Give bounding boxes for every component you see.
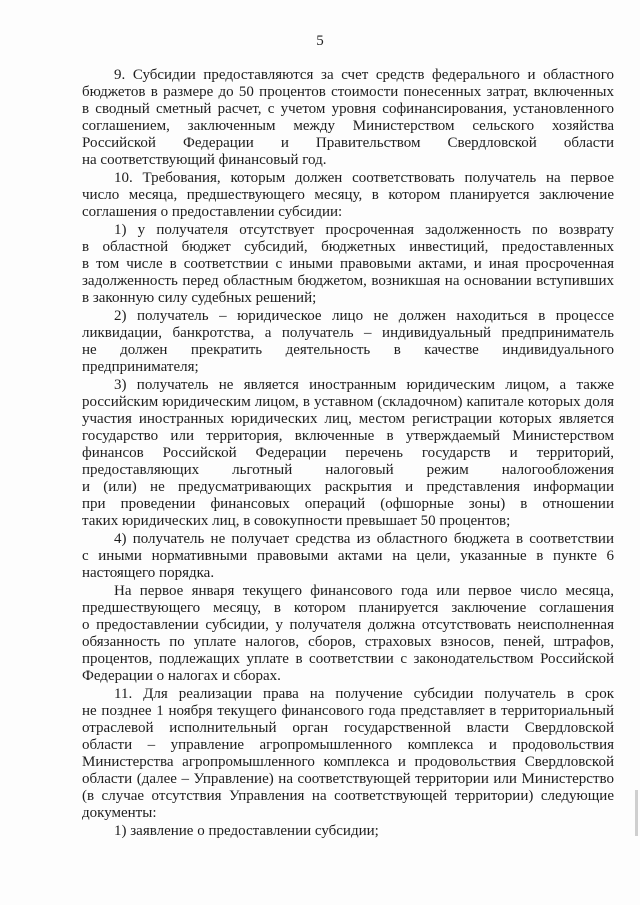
text-line: о предоставлении субсидии, у получателя должна отсутствовать неисполненная — [82, 617, 614, 633]
text-line: число месяца, предшествующего месяцу, в котором планируется заключение — [82, 187, 614, 203]
text-line: не позднее 1 ноября текущего финансового года представляет в территориальный — [82, 703, 614, 719]
text-line: с иными нормативными правовыми актами на цели, указанные в пункте 6 — [82, 548, 614, 564]
page-number: 5 — [316, 33, 324, 49]
text-line: предоставляющих льготный налоговый режим налогообложения — [82, 462, 614, 478]
text-line: в сводный сметный расчет, с учетом уровня софинансирования, установленного — [82, 101, 614, 117]
text-line: Федерации о налогах и сборах. — [82, 668, 281, 684]
text-line: Российской Федерации и Правительством Свердловской области — [82, 135, 614, 151]
text-line: процентов, подлежащих уплате в соответствии с законодательством Российской — [82, 651, 614, 667]
text-line: 1) у получателя отсутствует просроченная задолженность по возврату — [114, 222, 614, 238]
text-line: в том числе в соответствии с иными правовыми актами, и иная просроченная — [82, 256, 614, 272]
text-line: участия иностранных юридических лиц, местом регистрации которых является — [82, 411, 614, 427]
text-line: финансов Российской Федерации перечень государств и территорий, — [82, 445, 614, 461]
text-line: Министерства агропромышленного комплекса и продовольствия Свердловской — [82, 754, 614, 770]
scan-margin-mark — [635, 790, 638, 836]
text-line: бюджетов в размере до 50 процентов стоимости понесенных затрат, включенных — [82, 84, 614, 100]
text-line: отраслевой исполнительный орган государственной власти Свердловской — [82, 720, 614, 736]
text-line: ликвидации, банкротства, а получатель – индивидуальный предприниматель — [82, 325, 614, 341]
text-line: в областной бюджет субсидий, бюджетных инвестиций, предоставленных — [82, 239, 614, 255]
text-line: соглашения о предоставлении субсидии: — [82, 204, 343, 220]
text-line: (в случае отсутствия Управления на соответствующей территории) следующие — [82, 788, 614, 804]
text-line: 11. Для реализации права на получение субсидии получатель в срок — [114, 686, 614, 702]
text-line: области (далее – Управление) на соответствующей территории или Министерство — [82, 771, 614, 787]
text-line: настоящего порядка. — [82, 565, 215, 581]
text-line: документы: — [82, 805, 157, 821]
text-line: не должен прекратить деятельность в качестве индивидуального — [82, 342, 614, 358]
text-line: 3) получатель не является иностранным юридическим лицом, а также — [114, 377, 614, 393]
text-line: 10. Требования, которым должен соответствовать получатель на первое — [114, 170, 614, 186]
text-line: государство или территория, включенные в утверждаемый Министерством — [82, 428, 614, 444]
text-line: в законную силу судебных решений; — [82, 290, 317, 306]
text-line: на соответствующий финансовый год. — [82, 152, 327, 168]
text-line: предпринимателя; — [82, 359, 199, 375]
text-line: предшествующего месяцу, в котором планируется заключение соглашения — [82, 600, 614, 616]
text-line: 9. Субсидии предоставляются за счет средств федерального и областного — [114, 67, 614, 83]
text-line: 2) получатель – юридическое лицо не должен находиться в процессе — [114, 308, 614, 324]
text-line: таких юридических лиц, в совокупности превышает 50 процентов; — [82, 513, 511, 529]
text-line: области – управление агропромышленного комплекса и продовольствия — [82, 737, 614, 753]
text-line: российским юридическим лицом, в уставном (складочном) капитале которых доля — [82, 394, 614, 410]
text-line: 1) заявление о предоставлении субсидии; — [114, 823, 379, 839]
text-line: при проведении финансовых операций (офшорные зоны) в отношении — [82, 496, 614, 512]
text-line: На первое января текущего финансового года или первое число месяца, — [114, 583, 614, 599]
text-line: задолженность перед областным бюджетом, возникшая на основании вступивших — [82, 273, 614, 289]
text-line: 4) получатель не получает средства из областного бюджета в соответствии — [114, 531, 614, 547]
text-line: обязанность по уплате налогов, сборов, страховых взносов, пеней, штрафов, — [82, 634, 614, 650]
text-line: соглашением, заключенным между Министерством сельского хозяйства — [82, 118, 614, 134]
text-line: и (или) не предусматривающих раскрытия и представления информации — [82, 479, 614, 495]
